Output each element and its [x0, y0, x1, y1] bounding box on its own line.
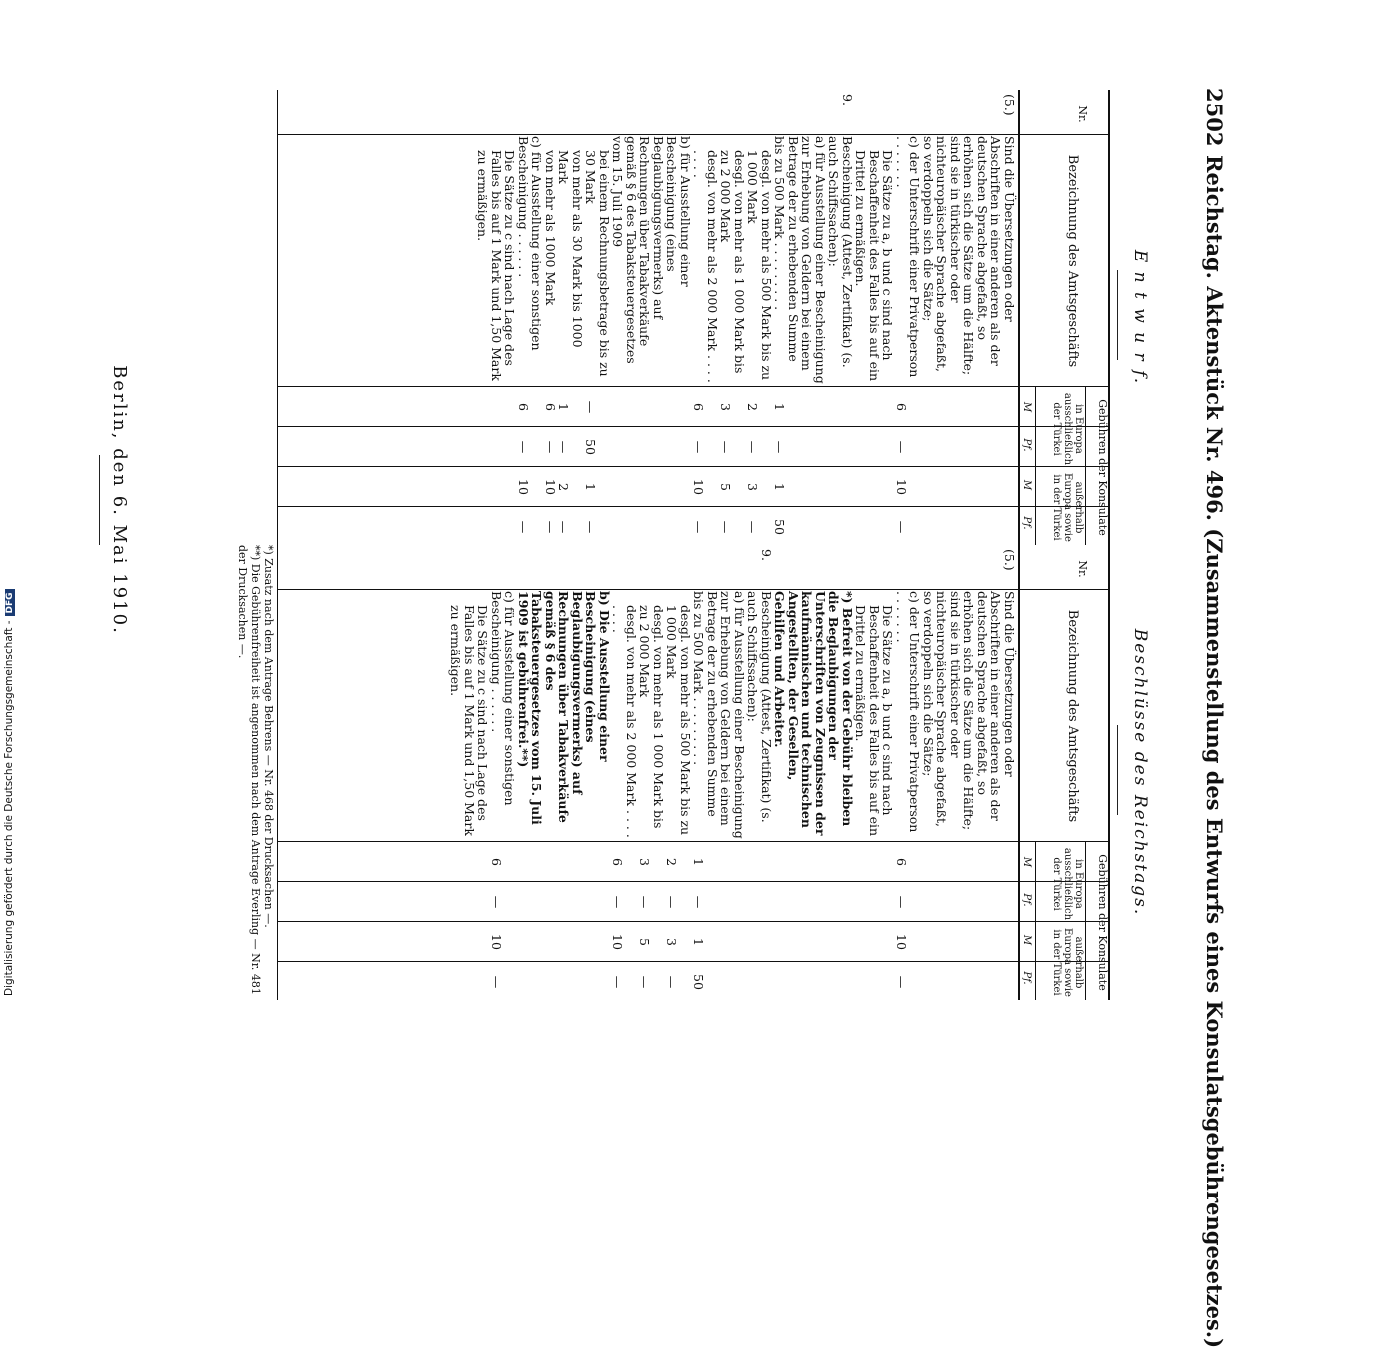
- fee-value: —: [637, 975, 653, 989]
- unit-mark: M: [1021, 856, 1032, 868]
- fee-cells: [692, 843, 706, 1000]
- resolutions-table: [277, 545, 1110, 1000]
- running-head: Reichstag. Aktenstück Nr. 496. (Zusammenstellung des Entwurfs eines Konsulatsgebührengesetzes.): [1202, 155, 1227, 1348]
- table-row: [517, 545, 612, 1000]
- row-text: b) Die Ausstellung einer Bescheinigung (eines Beglaubigungsvermerks) auf Rechnungen über Tabakverkäufe gemäß § 6 des Tabaksteuergesetzes vom 15. Juli 1909 ist gebührenfrei.**): [516, 591, 612, 825]
- unit-pf: Pf.: [1021, 893, 1032, 907]
- fee-value: 1: [691, 858, 707, 866]
- fee-cells: [746, 388, 760, 545]
- fee-value: —: [691, 520, 707, 534]
- fee-value: 10: [543, 479, 558, 495]
- title-rule: [1117, 270, 1118, 360]
- fee-outside-europe: außerhalb Europa sowie in der Türkei: [1051, 928, 1084, 997]
- credit-text: Digitalisierung gefördert durch die Deutsche Forschungsgemeinschaft -: [3, 620, 15, 996]
- row-text: desgl. von mehr als 1 000 Mark bis zu 2 000 Mark: [637, 605, 666, 829]
- fee-value: 1: [583, 483, 599, 491]
- fee-cells: [490, 843, 504, 1000]
- table-row: [692, 545, 746, 1000]
- table-row: [773, 90, 827, 545]
- fee-value: 1: [772, 483, 788, 491]
- row-text: desgl. von mehr als 500 Mark bis zu 1 000 Mark: [745, 150, 774, 381]
- fee-value: 1: [772, 403, 788, 411]
- footnote: *) Zusatz nach dem Antrage Behrens — Nr. 468 der Drucksachen —.: [262, 545, 275, 928]
- row-text: c) der Unterschrift einer Privatperson . . . . . . .: [894, 136, 923, 378]
- fee-value: 10: [691, 479, 707, 495]
- fee-value: —: [894, 440, 909, 454]
- fee-value: —: [583, 400, 599, 414]
- table-row: [584, 90, 611, 545]
- unit-pf: Pf.: [1021, 971, 1032, 985]
- fee-value: —: [543, 520, 558, 534]
- row-text: desgl. von mehr als 1 000 Mark bis zu 2 000 Mark: [718, 150, 747, 374]
- fee-cells: [895, 388, 909, 545]
- row-text: Die Sätze zu a, b und c sind nach Beschaffenheit des Falles bis auf ein Drittel zu ermäßigen.: [853, 150, 896, 382]
- fee-value: —: [637, 895, 653, 909]
- fee-value: —: [691, 440, 707, 454]
- row-text: b) für Ausstellung einer Bescheinigung (eines Beglaubigungsvermerks) auf Rechnungen über Tabakverkäufe gemäß § 6 des Tabaksteuergesetzes vom 15. Juli 1909: [610, 136, 693, 364]
- fee-in-europe: in Europa ausschließlich der Türkei: [1051, 847, 1084, 921]
- fee-value: 3: [718, 403, 734, 411]
- column-description: Bezeichnung des Amtsgeschäfts: [1065, 609, 1080, 823]
- table-row: [895, 90, 922, 545]
- fee-in-europe: in Europa ausschließlich der Türkei: [1051, 392, 1084, 466]
- fee-outside-europe: außerhalb Europa sowie in der Türkei: [1051, 473, 1084, 542]
- table-row: [746, 545, 773, 1000]
- table-row: [490, 545, 517, 1000]
- table-row: [611, 90, 692, 545]
- fee-cells: [638, 843, 652, 1000]
- table-row: [476, 90, 517, 545]
- row-text: Bescheinigung (Attest, Zertifikat) (s. auch Schiffssachen):: [826, 136, 855, 368]
- column-fees: Gebühren der Konsulate: [1096, 399, 1109, 536]
- table-row: [517, 90, 544, 545]
- column-nr: Nr.: [1076, 105, 1089, 123]
- row-text: Die Sätze zu c sind nach Lage des Falles bis auf 1 Mark und 1,50 Mark zu ermäßigen.: [448, 605, 491, 836]
- fee-value: —: [543, 440, 558, 454]
- fee-value: 6: [516, 403, 531, 411]
- fee-value: —: [610, 975, 626, 989]
- unit-pf: Pf.: [1021, 516, 1032, 530]
- resolutions-panel: [280, 545, 1150, 1000]
- fee-value: 2: [664, 858, 680, 866]
- table-row: [854, 545, 895, 1000]
- fee-value: —: [583, 520, 599, 534]
- footnote: **) Die Gebührenfreiheit ist angenommen nach dem Antrage Everling — Nr. 481 der Drucksachen —.: [236, 545, 262, 995]
- unit-mark: M: [1021, 401, 1032, 413]
- draft-title: E n t w u r f.: [1130, 249, 1150, 386]
- row-text: *) Befreit von der Gebühr bleiben die Beglaubigungen der Unterschriften von Zeugnissen der kaufmännischen und technischen Angestellten, der Gesellen, Gehilfen und Arbeiter.: [772, 591, 855, 836]
- table-row: [922, 90, 1017, 545]
- fee-cells: [665, 843, 679, 1000]
- row-text: a) für Ausstellung einer Bescheinigung zur Erhebung von Geldern bei einem Betrage der zu erhebenden Summe bis zu 500 Mark . . . . . . . . .: [691, 591, 747, 839]
- fee-value: 5: [718, 483, 734, 491]
- fee-value: —: [516, 520, 531, 534]
- row-number: (5.): [1002, 94, 1017, 116]
- row-text: a) für Ausstellung einer Bescheinigung zur Erhebung von Geldern bei einem Betrage der zu erhebenden Summe bis zu 500 Mark . . . . . . . . .: [772, 136, 828, 384]
- fee-value: 6: [610, 858, 626, 866]
- fee-value: 10: [894, 479, 909, 495]
- row-text: bei einem Rechnungsbetrage bis zu 30 Mark: [583, 150, 612, 377]
- row-text: Die Sätze zu a, b und c sind nach Beschaffenheit des Falles bis auf ein Drittel zu ermäßigen.: [853, 605, 896, 837]
- fee-value: —: [556, 520, 572, 534]
- table-row: [773, 545, 854, 1000]
- fee-value: 6: [489, 858, 504, 866]
- closing-rule: [99, 455, 100, 545]
- row-text: Die Sätze zu c sind nach Lage des Falles bis auf 1 Mark und 1,50 Mark zu ermäßigen.: [475, 150, 518, 381]
- fee-value: —: [610, 895, 626, 909]
- fee-value: 3: [637, 858, 653, 866]
- fee-cells: [719, 388, 733, 545]
- table-row: [827, 90, 854, 545]
- fee-value: 6: [894, 858, 909, 866]
- fee-value: 6: [691, 403, 707, 411]
- fee-value: 5: [637, 938, 653, 946]
- table-row: [638, 545, 665, 1000]
- fee-value: —: [718, 440, 734, 454]
- row-text: c) für Ausstellung einer sonstigen Bescheinigung . . . . . .: [489, 591, 518, 806]
- table-row: [719, 90, 746, 545]
- fee-value: 2: [556, 483, 572, 491]
- page-header: [1187, 0, 1227, 1348]
- fee-value: 6: [894, 403, 909, 411]
- row-text: Bescheinigung (Attest, Zertifikat) (s. auch Schiffssachen):: [745, 591, 774, 823]
- fee-value: —: [489, 975, 504, 989]
- fee-value: 10: [610, 934, 626, 950]
- fee-cells: [611, 843, 625, 1000]
- place-date: Berlin, den 6. Mai 1910.: [109, 365, 130, 635]
- fee-value: 2: [745, 403, 761, 411]
- table-row: [922, 545, 1017, 1000]
- table-row: [692, 90, 719, 545]
- column-description: Bezeichnung des Amtsgeschäfts: [1065, 154, 1080, 368]
- fee-value: —: [894, 895, 909, 909]
- fee-cells: [773, 388, 787, 545]
- row-text: c) für Ausstellung einer sonstigen Bescheinigung . . . . . .: [516, 136, 545, 351]
- fee-value: —: [489, 895, 504, 909]
- fee-value: 6: [543, 403, 558, 411]
- fee-value: —: [894, 520, 909, 534]
- fee-value: 50: [772, 519, 788, 535]
- footnotes: [236, 545, 275, 1000]
- row-text: von mehr als 30 Mark bis 1000 Mark: [556, 150, 585, 348]
- table-row: [895, 545, 922, 1000]
- title-rule: [1117, 725, 1118, 815]
- row-text: desgl. von mehr als 500 Mark bis zu 1 000 Mark: [664, 605, 693, 836]
- row-text: Sind die Übersetzungen oder Abschriften in einer anderen als der deutschen Sprache abgefaßt, so erhöhen sich die Sätze um die Hälfte; sind sie in türkischer oder nichteuropäischer Sprache abgefaßt, so verdoppeln sich die Sätze;: [921, 591, 1017, 831]
- unit-pf: Pf.: [1021, 438, 1032, 452]
- unit-mark: M: [1021, 479, 1032, 491]
- fee-value: —: [664, 895, 680, 909]
- page-number: 2502: [1202, 88, 1227, 147]
- row-number: 9.: [759, 549, 774, 561]
- draft-rows: [476, 90, 1016, 545]
- fee-value: —: [691, 895, 707, 909]
- row-text: von mehr als 1000 Mark: [543, 150, 558, 306]
- fee-cells: [517, 388, 531, 545]
- column-nr: Nr.: [1076, 560, 1089, 578]
- unit-mark: M: [1021, 934, 1032, 946]
- row-text: Sind die Übersetzungen oder Abschriften in einer anderen als der deutschen Sprache abgefaßt, so erhöhen sich die Sätze um die Hälfte; sind sie in türkischer oder nichteuropäischer Sprache abgefaßt, so verdoppeln sich die Sätze;: [921, 136, 1017, 376]
- row-text: c) der Unterschrift einer Privatperson . . . . . . .: [894, 591, 923, 833]
- digitization-credit: [3, 589, 15, 996]
- row-number: (5.): [1002, 549, 1017, 571]
- table-row: [665, 545, 692, 1000]
- row-text: desgl. von mehr als 2 000 Mark . . . . . . . .: [691, 150, 720, 383]
- fee-value: —: [718, 520, 734, 534]
- fee-cells: [895, 843, 909, 1000]
- fee-cells: [557, 388, 571, 545]
- draft-table: [277, 90, 1110, 545]
- fee-value: 50: [583, 439, 599, 455]
- row-text: desgl. von mehr als 2 000 Mark . . . . . . . .: [610, 605, 639, 838]
- row-number: 9.: [840, 94, 855, 106]
- table-row: [544, 90, 558, 545]
- fee-value: —: [556, 440, 572, 454]
- fee-value: 10: [489, 934, 504, 950]
- table-row: [449, 545, 490, 1000]
- fee-value: 1: [691, 938, 707, 946]
- fee-value: —: [745, 520, 761, 534]
- table-row: [557, 90, 584, 545]
- resolutions-title: Beschlüsse des Reichstags.: [1130, 628, 1150, 917]
- resolution-rows: [449, 545, 1016, 1000]
- fee-value: 3: [745, 483, 761, 491]
- fee-cells: [544, 388, 558, 545]
- fee-value: —: [664, 975, 680, 989]
- draft-panel: [280, 90, 1150, 545]
- dfg-logo: DFG: [5, 589, 15, 616]
- fee-value: 1: [556, 403, 572, 411]
- fee-value: —: [894, 975, 909, 989]
- fee-value: 10: [894, 934, 909, 950]
- fee-cells: [584, 388, 598, 545]
- fee-value: 3: [664, 938, 680, 946]
- fee-value: —: [516, 440, 531, 454]
- fee-value: 50: [691, 974, 707, 990]
- column-fees: Gebühren der Konsulate: [1096, 854, 1109, 991]
- fee-value: 10: [516, 479, 531, 495]
- table-row: [854, 90, 895, 545]
- fee-value: —: [745, 440, 761, 454]
- table-row: [611, 545, 638, 1000]
- table-row: [746, 90, 773, 545]
- fee-cells: [692, 388, 706, 545]
- fee-value: —: [772, 440, 788, 454]
